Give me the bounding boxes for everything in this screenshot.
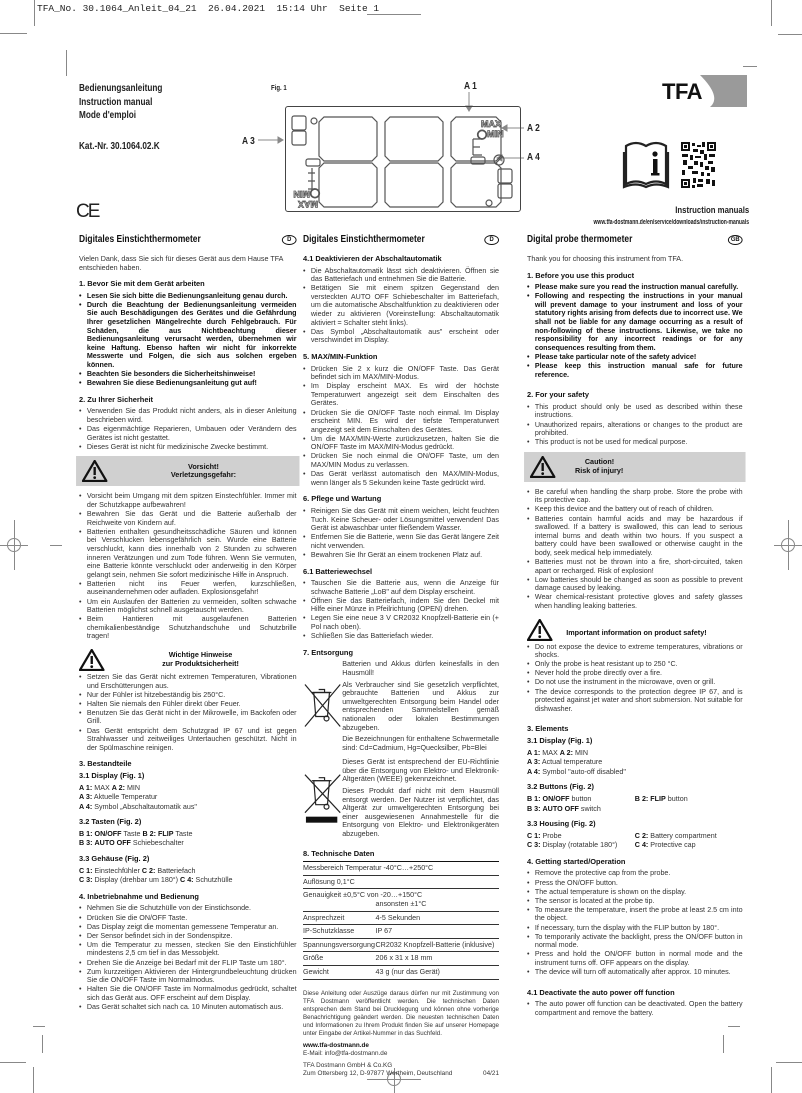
list-item: • Drücken Sie die ON/OFF Taste.: [79, 914, 297, 923]
figure-label: Fig. 1: [271, 83, 287, 92]
heading-de-s4: 4. Inbetriebnahme und Bedienung: [79, 891, 199, 901]
list-en-s2: [527, 403, 743, 447]
list-item: • Das eigenmächtige Reparieren, Umbauen oder Verändern des Gerätes ist nicht gestattet.: [79, 425, 297, 442]
tfa-logo: [660, 75, 747, 107]
svg-text:◯MIN: ◯MIN: [293, 189, 320, 199]
callout-a2: A 2: [527, 122, 540, 134]
company-address: [303, 1062, 499, 1078]
disposal-paragraph: Dieses Gerät ist entsprechend der EU-Richtlinie über die Entsorgung von Elektro- und Elektronik-Altgeräten (WEEE) gekennzeichnet.: [342, 757, 499, 784]
heading-en-s3: 3. Elements: [527, 724, 569, 734]
heading-en-s3-2: 3.2 Buttons (Fig. 2): [527, 782, 594, 792]
list-item: • Only the probe is heat resistant up to 250 °C.: [527, 660, 743, 669]
list-item: • Never hold the probe directly over a fire.: [527, 669, 743, 678]
warning-triangle-icon: [530, 456, 555, 478]
element-row: A 1: MAX A 2: MIN: [79, 782, 141, 792]
list-item: • Please keep this instruction manual safe for future reference.: [527, 362, 743, 379]
column-german-1: [79, 235, 301, 1012]
list-item: • Reinigen Sie das Gerät mit einem weichen, leicht feuchten Tuch. Keine Scheuer- oder Lösungsmittel verwenden! Das Gerät ist abwaschbar unter fließendem Wasser.: [303, 507, 499, 533]
list-item: • If necessary, turn the display with the FLIP button by 180°.: [527, 924, 743, 933]
heading-de-s3-1: 3.1 Display (Fig. 1): [79, 770, 145, 780]
crop-mark: [0, 1062, 26, 1063]
list-item: • Benutzen Sie das Gerät nicht in der Mikrowelle, im Backofen oder Grill.: [79, 709, 297, 726]
crop-mark: [723, 1035, 724, 1053]
list-item: • Unauthorized repairs, alterations or changes to the product are prohibited.: [527, 421, 743, 438]
caution-subtitle-de: Verletzungsgefahr:: [170, 470, 237, 480]
list-item: • Please make sure you read the instruction manual carefully.: [527, 283, 743, 292]
list-de-s6: [303, 507, 499, 560]
battery-disposal: [303, 660, 499, 755]
list-item: • Low batteries should be changed as soon as possible to prevent damage caused by leaking.: [527, 576, 743, 593]
product-title-en: Digital probe thermometer: [527, 233, 633, 245]
list-item: • Do not expose the device to extreme temperatures, vibrations or shocks.: [527, 643, 743, 660]
section-title: [79, 235, 297, 245]
technical-data-table: [303, 861, 499, 979]
list-item: • Entfernen Sie die Batterie, wenn Sie das Gerät längere Zeit nicht verwenden.: [303, 533, 499, 550]
table-row: Gewicht 43 g (nur das Gerät): [303, 965, 499, 979]
website-link[interactable]: www.tfa-dostmann.de: [303, 1041, 369, 1049]
heading-de-s7: 7. Entsorgung: [303, 647, 354, 657]
list-item: • Bewahren Sie Ihr Gerät an einem trockenen Platz auf.: [303, 551, 499, 560]
weee-bin-icon: [303, 758, 342, 841]
heading-en-s1: 1. Before you use this product: [527, 270, 635, 280]
list-item: • Schließen Sie das Batteriefach wieder.: [303, 632, 499, 641]
list-item: • Bewahren Sie das Gerät und die Batterie außerhalb der Reichweite von Kindern auf.: [79, 510, 297, 527]
list-item: • Das Gerät schaltet sich nach ca. 10 Minuten automatisch aus.: [79, 1003, 297, 1012]
list-item: • Drücken Sie noch einmal die ON/OFF Taste, um den MAX/MIN Modus zu verlassen.: [303, 452, 499, 469]
list-item: • Das Display zeigt die momentan gemessene Temperatur an.: [79, 923, 297, 932]
heading-de-s2: 2. Zu Ihrer Sicherheit: [79, 394, 154, 404]
table-row: Messbereich Temperatur -40°C…+250°C: [303, 862, 499, 876]
heading-de-s3-2: 3.2 Tasten (Fig. 2): [79, 817, 142, 827]
intro-de: Vielen Dank, dass Sie sich für dieses Gerät aus dem Hause TFA entschieden haben.: [79, 254, 284, 272]
email-link[interactable]: E-Mail: info@tfa-dostmann.de: [303, 1049, 388, 1057]
section-title: [303, 235, 499, 245]
heading-de-s8: 8. Technische Daten: [303, 848, 375, 858]
section-title: [527, 235, 743, 245]
list-de-s5: [303, 365, 499, 488]
list-item: • Zum kurzzeitigen Aktivieren der Hintergrundbeleuchtung drücken Sie die ON/OFF Taste im Normalmodus.: [79, 968, 297, 985]
crop-mark: [771, 1067, 772, 1093]
disposal-paragraph: Dieses Produkt darf nicht mit dem Hausmüll entsorgt werden. Der Nutzer ist verpflichtet, das Altgerät zur umweltgerechten Entsorgung bei einer ausgewiesenen Annahmestelle für die Entsorgung von Elektro- und Elektronikgeräten abzugeben.: [342, 786, 499, 839]
caution-subtitle-en: Risk of injury!: [575, 465, 624, 475]
heading-en-s4: 4. Getting started/Operation: [527, 856, 626, 866]
list-item: • This product should only be used as described within these instructions.: [527, 403, 743, 420]
list-item: • Drücken Sie die ON/OFF Taste noch einmal. Im Display erscheint MIN. Es wird der tiefste Temperaturwert angezeigt seit dem Einschalten des Gerätes.: [303, 409, 499, 435]
list-item: • Please take particular note of the safety advice!: [527, 353, 743, 362]
table-row: Auflösung 0,1°C: [303, 875, 499, 889]
title-en: Instruction manual: [79, 96, 153, 108]
crop-mark: [33, 1026, 45, 1027]
list-item: • Beim Hantieren mit ausgelaufenen Batterien chemikalienbeständige Schutzhandschuhe und Schutzbrille tragen!: [79, 615, 297, 641]
catalog-number: Kat.-Nr. 30.1064.02.K: [79, 141, 160, 152]
language-badge-de: D: [484, 235, 499, 245]
list-item: • Press the ON/OFF button.: [527, 879, 743, 888]
list-item: • Setzen Sie das Gerät nicht extremen Temperaturen, Vibrationen und Erschütterungen aus.: [79, 673, 297, 690]
list-item: • Öffnen Sie das Batteriefach, indem Sie den Deckel mit Hilfe einer Münze in Pfeilrichtung (OPEN) drehen.: [303, 597, 499, 614]
product-safety-subtitle-de: zur Produktsicherheit!: [162, 658, 239, 668]
registration-mark: [7, 538, 21, 552]
list-item: • The auto power off function can be deactivated. Open the battery compartment and remove the battery.: [527, 1000, 743, 1017]
list-item: • Batterien enthalten gesundheitsschädliche Säuren und können bei Verschlucken lebensgefährlich sein. Wurde eine Batterie verschluckt, kann dies innerhalb von 2 Stunden zu schweren inneren Verätzungen und zum Tode führen. Wenn Sie vermuten, eine Batterie könnte verschluckt oder anderweitig in den Körper gelangt sein, nehmen Sie sofort medizinische Hilfe in Anspruch.: [79, 528, 297, 580]
warning-triangle-icon: [527, 619, 552, 641]
list-item: • The device corresponds to the protection degree IP 67, and is protected against jet water and short submersion. Not suitable for dishwasher.: [527, 688, 743, 714]
list-item: • Nur der Fühler ist hitzebeständig bis 250°C.: [79, 691, 297, 700]
element-row: B 1: ON/OFF button B 2: FLIP button: [527, 793, 688, 803]
disposal-paragraph: Als Verbraucher sind Sie gesetzlich verpflichtet, gebrauchte Batterien und Akkus zur umweltgerechten Entsorgung beim Handel oder entsprechenden Sammelstellen gemäß nationalen oder lokalen Bestimmungen abzugeben.: [342, 679, 499, 732]
list-en-caution: [527, 488, 743, 611]
heading-en-s4-1: 4.1 Deactivate the auto power off function: [527, 987, 675, 997]
qr-code-icon[interactable]: [680, 141, 717, 189]
list-item: • Following and respecting the instructions in your manual will prevent damage to your instrument and loss of your statutory rights arising from defects due to incorrect use. We shall not be liable for any damage occurring as a result of non-following of these instructions. Likewise, we take no responsibility for any incorrect readings or for any consequences resulting from them.: [527, 292, 743, 352]
weee-disposal: [303, 758, 499, 841]
table-row: Größe 206 x 31 x 18 mm: [303, 952, 499, 966]
list-de-s4-1: [303, 267, 499, 345]
list-item: • Remove the protective cap from the probe.: [527, 869, 743, 878]
svg-text:MAX: MAX: [298, 199, 318, 209]
table-row: Spannungsversorgung CR2032 Knopfzell-Batterie (inklusive): [303, 938, 499, 952]
svg-text:TFA: TFA: [662, 79, 703, 104]
print-slug: TFA_No. 30.1064_Anleit_04_21 26.04.2021 15:14 Uhr Seite 1: [37, 3, 380, 14]
legal-notice: Diese Anleitung oder Auszüge daraus dürfen nur mit Zustimmung von TFA Dostmann veröffentlicht werden. Die technischen Daten entsprechen dem Stand bei Drucklegung und können ohne vorherige Benachrichtigung geändert werden. Die neuesten technischen Daten und Informationen zu Ihrem Produkt finden Sie auf unserer Homepage unter Eingabe der Artikel-Nummer in das Suchfeld.: [303, 989, 499, 1037]
lcd-display-diagram: [285, 106, 521, 212]
callout-a4: A 4: [527, 151, 540, 163]
column-german-2: [303, 235, 503, 1078]
list-item: • Um ein Auslaufen der Batterien zu vermeiden, sollten schwache Batterien möglichst schnell ausgetauscht werden.: [79, 598, 297, 615]
disposal-paragraph: Die Bezeichnungen für enthaltene Schwermetalle sind: Cd=Cadmium, Hg=Quecksilber, Pb=Blei: [342, 734, 499, 752]
callout-a3: A 3: [242, 135, 255, 147]
crop-mark: [42, 1035, 43, 1053]
language-badge-de: D: [282, 235, 297, 245]
list-item: • Bewahren Sie diese Bedienungsanleitung gut auf!: [79, 379, 297, 388]
caution-box-en: [524, 452, 745, 482]
ce-mark-icon: CE: [76, 201, 99, 222]
list-item: • Durch die Beachtung der Bedienungsanleitung vermeiden Sie auch Beschädigungen des Gerätes und die Gefährdung Ihrer gesetzlichen Mängelrechte durch Fehlgebrauch. Für Schäden, die aus Nichtbeachtung dieser Bedienungsanleitung verursacht werden, übernehmen wir keine Haftung. Ebenso haften wir nicht für inkorrekte Messwerte und Folgen, die sich aus solchen ergeben können.: [79, 301, 297, 370]
list-item: • Nehmen Sie die Schutzhülle von der Einstichsonde.: [79, 904, 297, 913]
warning-triangle-icon: [79, 649, 104, 671]
list-item: • Batteries contain harmful acids and may be hazardous if swallowed. If a battery is swallowed, this can lead to serious internal burns and death within two hours. If you suspect a battery could have been swallowed or otherwise caught in the body, seek medical help immediately.: [527, 515, 743, 558]
heading-de-s6: 6. Pflege und Wartung: [303, 494, 382, 504]
list-item: • Press and hold the ON/OFF button in normal mode and the instrument turns off. OFF appears on the display.: [527, 950, 743, 967]
list-item: • Vorsicht beim Umgang mit dem spitzen Einstechfühler. Immer mit der Schutzkappe aufbewahren!: [79, 492, 297, 509]
list-item: • Im Display erscheint MAX. Es wird der höchste Temperaturwert angezeigt seit dem Einschalten des Gerätes.: [303, 382, 499, 408]
crop-mark: [33, 1067, 34, 1093]
list-item: • Do not use the instrument in the microwave, oven or grill.: [527, 678, 743, 687]
heading-de-s4-1: 4.1 Deaktivieren der Abschaltautomatik: [303, 254, 442, 263]
heading-en-s3-3: 3.3 Housing (Fig. 2): [527, 819, 596, 829]
heading-de-s3: 3. Bestandteile: [79, 759, 132, 769]
list-de-s4: [79, 904, 297, 1011]
instruction-manuals-link[interactable]: www.tfa-dostmann.de/en/service/downloads/instruction-manuals: [593, 219, 749, 226]
list-de-caution: [79, 492, 297, 641]
crossed-bin-battery-icon: [303, 660, 342, 755]
table-row: Ansprechzeit 4-5 Sekunden: [303, 911, 499, 925]
list-de-s1: [79, 292, 297, 388]
list-item: • Keep this device and the battery out of reach of children.: [527, 505, 743, 514]
product-safety-title-de: Wichtige Hinweise: [168, 650, 233, 660]
element-row: B 3: AUTO OFF switch: [527, 803, 601, 813]
list-item: • Das Gerät entspricht dem Schutzgrad IP 67 und ist gegen Strahlwasser und zeitweiliges Untertauchen geschützt. Nicht in der Spülmaschine reinigen.: [79, 727, 297, 753]
table-row: IP-Schutzklasse IP 67: [303, 925, 499, 939]
product-safety-title-en: Important information on product safety!: [566, 628, 707, 638]
list-item: • Das Gerät verlässt automatisch den MAX/MIN-Modus, wenn länger als 5 Sekunden keine Taste gedrückt wird.: [303, 470, 499, 487]
list-en-s1: [527, 283, 743, 379]
list-item: • The device will turn off automatically after approx. 10 minutes.: [527, 968, 743, 977]
element-row: C 3: Display (rotatable 180°) C 4: Protective cap: [527, 840, 696, 850]
list-item: • Tauschen Sie die Batterie aus, wenn die Anzeige für schwache Batterie „LoB" auf dem Display erscheint.: [303, 579, 499, 596]
title-fr: Mode d'emploi: [79, 110, 137, 121]
element-row: A 4: Symbol „Abschaltautomatik aus": [79, 801, 197, 811]
caution-box-de: [76, 456, 299, 486]
element-row: C 3: Display (drehbar um 180°) C 4: Schutzhülle: [79, 875, 233, 885]
crop-mark: [728, 1026, 740, 1027]
element-row: C 1: Probe C 2: Battery compartment: [527, 830, 717, 840]
list-item: • Beachten Sie besonders die Sicherheitshinweise!: [79, 370, 297, 379]
lcd-max-label: MAX: [481, 119, 501, 129]
manual-book-icon: [622, 138, 670, 190]
heading-en-s3-1: 3.1 Display (Fig. 1): [527, 735, 593, 745]
list-de-s6-1: [303, 579, 499, 641]
element-row: A 3: Aktuelle Temperatur: [79, 792, 158, 802]
version-code: 04/21: [483, 1069, 499, 1077]
disposal-paragraph: Batterien und Akkus dürfen keinesfalls in den Hausmüll!: [342, 659, 499, 677]
list-item: • Legen Sie eine neue 3 V CR2032 Knopfzell-Batterie ein (+ Pol nach oben).: [303, 614, 499, 631]
element-row: A 3: Actual temperature: [527, 757, 603, 767]
list-item: • Drehen Sie die Anzeige bei Bedarf mit der FLIP Taste um 180°.: [79, 959, 297, 968]
element-row: C 1: Einstechfühler C 2: Batteriefach: [79, 865, 196, 875]
list-item: • Um die Temperatur zu messen, stecken Sie den Einstichfühler mindestens 2,5 cm tief in das Messobjekt.: [79, 941, 297, 958]
heading-de-s6-1: 6.1 Batteriewechsel: [303, 566, 373, 576]
list-item: • To temporarily activate the backlight, press the ON/OFF button in normal mode.: [527, 933, 743, 950]
title-de: Bedienungsanleitung: [79, 83, 163, 94]
list-de-product-safety: [79, 673, 297, 752]
element-row: B 1: ON/OFF Taste B 2: FLIP Taste: [79, 828, 193, 838]
element-row: A 1: MAX A 2: MIN: [527, 747, 589, 757]
list-item: • Wear chemical-resistant protective gloves and safety glasses when handling leaking batteries.: [527, 593, 743, 610]
crop-mark: [50, 545, 62, 546]
product-title-de: Digitales Einstichthermometer: [79, 233, 201, 245]
lcd-min-label: ◯MIN: [477, 129, 504, 139]
list-item: • The actual temperature is shown on the display.: [527, 888, 743, 897]
list-item: • Verwenden Sie das Produkt nicht anders, als in dieser Anleitung beschrieben wird.: [79, 407, 297, 424]
caution-title-en: Caution!: [584, 457, 615, 467]
list-de-s2: [79, 407, 297, 451]
list-item: • Halten Sie niemals den Fühler direkt über Feuer.: [79, 700, 297, 709]
list-item: • Um die MAX/MIN-Werte zurückzusetzen, halten Sie die ON/OFF Taste im MAX/MIN-Modus gedrückt.: [303, 435, 499, 452]
heading-de-s5: 5. MAX/MIN-Funktion: [303, 351, 378, 361]
intro-en: Thank you for choosing this instrument from TFA.: [527, 254, 684, 263]
crop-mark: [776, 1062, 802, 1063]
product-title-de: Digitales Einstichthermometer: [303, 233, 425, 245]
table-row: Genauigkeit ±0,5°C von -20…+150°C ansonsten ±1°C: [303, 889, 499, 911]
heading-de-s3-3: 3.3 Gehäuse (Fig. 2): [79, 854, 150, 864]
product-safety-box-de: [79, 649, 297, 671]
heading-de-s1: 1. Bevor Sie mit dem Gerät arbeiten: [79, 279, 205, 289]
street-address: Zum Ottersberg 12, D-97877 Wertheim, Deutschland: [303, 1069, 453, 1077]
element-row: A 4: Symbol "auto-off disabled": [527, 766, 626, 776]
list-item: • Drücken Sie 2 x kurz die ON/OFF Taste. Das Gerät befindet sich im MAX/MIN-Modus.: [303, 365, 499, 382]
element-row: B 3: AUTO OFF Schiebeschalter: [79, 838, 184, 848]
list-item: • This product is not be used for medical purpose.: [527, 438, 743, 447]
list-en-product-safety: [527, 643, 743, 714]
heading-en-s2: 2. For your safety: [527, 390, 590, 400]
list-item: • Das Symbol „Abschaltautomatik aus" erscheint oder verschwindet im Display.: [303, 328, 499, 345]
list-item: • Be careful when handling the sharp probe. Store the probe with its protective cap.: [527, 488, 743, 505]
caution-title-de: Vorsicht!: [188, 461, 219, 471]
list-item: • Dieses Gerät ist nicht für medizinische Zwecke bestimmt.: [79, 443, 297, 452]
instruction-manuals-label: Instruction manuals: [674, 205, 749, 216]
list-item: • Halten Sie die ON/OFF Taste im Normalmodus gedrückt, schaltet sich das Gerät aus. OFF erscheint auf dem Display.: [79, 985, 297, 1002]
list-en-s4-1: [527, 1000, 743, 1017]
list-item: • The sensor is located at the probe tip.: [527, 897, 743, 906]
list-en-s4: [527, 869, 743, 976]
list-item: • Batteries must not be thrown into a fire, short-circuited, taken apart or recharged. Risk of explosion!: [527, 558, 743, 575]
company-name: TFA Dostmann GmbH & Co.KG: [303, 1061, 393, 1069]
list-item: • Der Sensor befindet sich in der Sondenspitze.: [79, 932, 297, 941]
lcd-segments: [286, 107, 522, 213]
registration-mark: [781, 538, 795, 552]
warning-triangle-icon: [82, 460, 107, 482]
list-item: • Lesen Sie sich bitte die Bedienungsanleitung genau durch.: [79, 292, 297, 301]
column-english: [527, 235, 747, 1018]
list-item: • Batterien nicht ins Feuer werfen, kurzschließen, auseinandernehmen oder aufladen. Explosionsgefahr!: [79, 580, 297, 597]
language-badge-gb: GB: [728, 235, 743, 245]
list-item: • Die Abschaltautomatik lässt sich deaktivieren. Öffnen sie das Batteriefach und entnehmen Sie die Batterie.: [303, 267, 499, 284]
callout-a1: A 1: [464, 80, 477, 92]
list-item: • To measure the temperature, insert the probe at least 2.5 cm into the object.: [527, 906, 743, 923]
product-safety-box-en: [527, 619, 743, 641]
list-item: • Betätigen Sie mit einem spitzen Gegenstand den versteckten AUTO OFF Schiebeschalter im Batteriefach, um die automatische Abschaltfunktion zu deaktivieren oder wieder zu aktivieren (Voreinstellung: Abschaltautomatik aktiviert = Schalter steht links).: [303, 284, 499, 327]
